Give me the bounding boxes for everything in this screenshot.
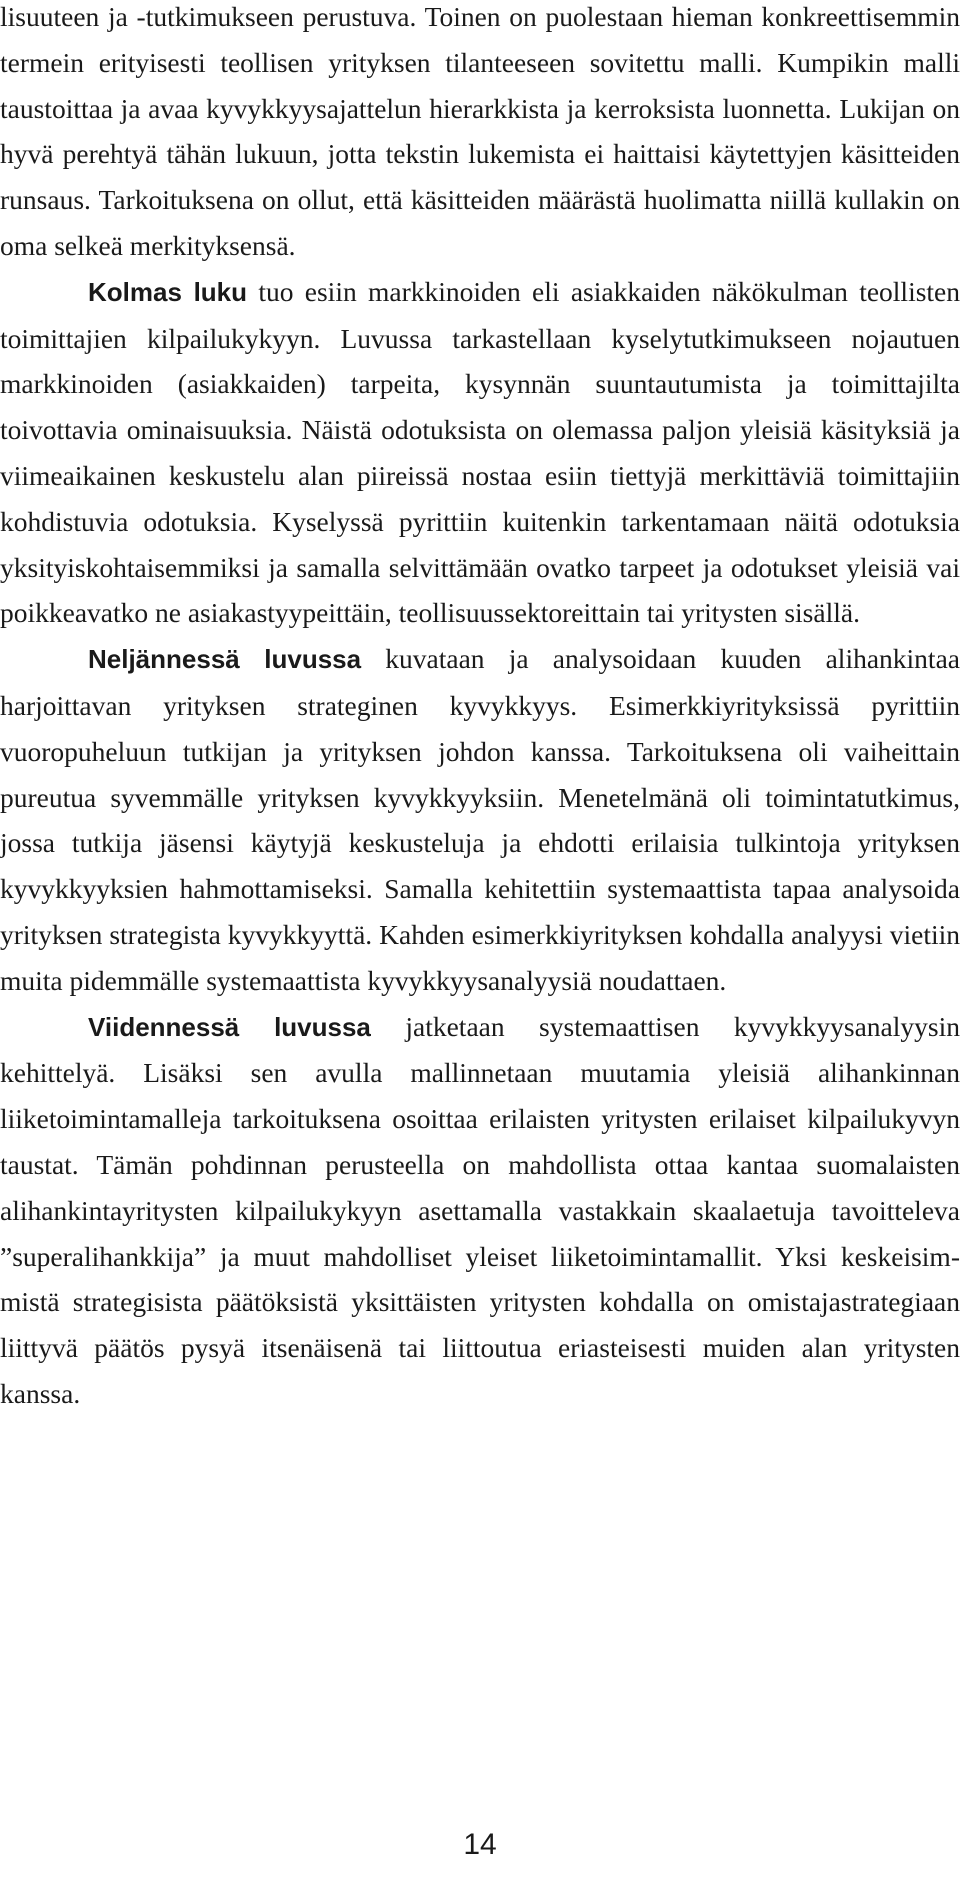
paragraph-lead: Kolmas luku <box>88 276 248 307</box>
paragraph-chapter-3 <box>0 269 960 636</box>
paragraph-text: jatketaan systemaattisen kyvykkyysanalyysin kehittelyä. Lisäksi sen avulla mallinnetaan muutamia yleisiä alihankinnan liiketoimintamalleja tarkoituksena osoittaa erilaisten yritysten erilaiset kilpailukyvyn taustat. Tämän pohdinnan perusteella on mahdollista ottaa kantaa suomalaisten alihankintayritysten kilpailukykyyn asettamalla vastakkain skaalaetuja tavoitteleva ”superalihankkija” ja muut mahdolliset yleiset liiketoimintamallit. Yksi keskeisimmistä strategisista päätöksistä yksittäisten yritysten kohdalla on omistajastrategiaan liittyvä päätös pysyä itsenäisenä tai liittoutua eriasteisesti muiden alan yritysten kanssa. <box>0 1010 960 1409</box>
paragraph-text: kuvataan ja analysoidaan kuuden alihankintaa harjoittavan yrityksen strateginen kyvykkyys. Esimerkkiyrityksissä pyrittiin vuoropuheluun tutkijan ja yrityksen johdon kanssa. Tarkoituksena oli vaiheittain pureutua syvemmälle yrityksen kyvykkyyksiin. Menetelmänä oli toimintatutkimus, jossa tutkija jäsensi käytyjä keskusteluja ja ehdotti erilaisia tulkintoja yrityksen kyvykkyyksien hahmottamiseksi. Samalla kehitettiin systemaattista tapaa analysoida yrityksen strategista kyvykkyyttä. Kahden esimerkkiyrityksen kohdalla analyysi vietiin muita pidemmälle systemaattista kyvykkyysanalyysiä noudattaen. <box>0 643 960 996</box>
paragraph-lead: Viidennessä luvussa <box>88 1011 371 1042</box>
paragraph-lead: Neljännessä luvussa <box>88 644 362 675</box>
paragraph-chapter-5 <box>0 1004 960 1417</box>
paragraph-chapter-4 <box>0 636 960 1003</box>
page-number: 14 <box>463 1828 497 1861</box>
paragraph-intro <box>0 0 960 269</box>
paragraph-text: lisuuteen ja -tutkimukseen perustuva. Toinen on puolestaan hieman konkreettisemmin termein erityisesti teollisen yrityksen tilanteeseen sovitettu malli. Kumpikin malli taustoittaa ja avaa kyvykkyysajattelun hierarkkista ja kerroksista luonnetta. Lukijan on hyvä perehtyä tähän lukuun, jotta tekstin lukemista ei haittaisi käytettyjen käsitteiden runsaus. Tarkoituksena on ollut, että käsitteiden määrästä huolimatta niillä kullakin on oma selkeä merkityksensä. <box>0 1 960 261</box>
paragraph-text: tuo esiin markkinoiden eli asiakkaiden näkökulman teollisten toimittajien kilpailukykyyn. Luvussa tarkastellaan kyselytutkimukseen nojautuen markkinoiden (asiakkaiden) tarpeita, kysynnän suuntautumista ja toimittajilta toivottavia ominaisuuksia. Näistä odotuksista on olemassa paljon yleisiä käsityksiä ja viimeaikainen keskustelu alan piireissä nostaa esiin tiettyjä merkittäviä toimittajiin kohdistuvia odotuksia. Kyselyssä pyrittiin kuitenkin tarkentamaan näitä odotuksia yksityiskohtaisemmiksi ja samalla selvittämään ovatko tarpeet ja odotukset yleisiä vai poikkeavatko ne asiakastyypeittäin, teollisuussektoreittain tai yritysten sisällä. <box>0 275 960 629</box>
